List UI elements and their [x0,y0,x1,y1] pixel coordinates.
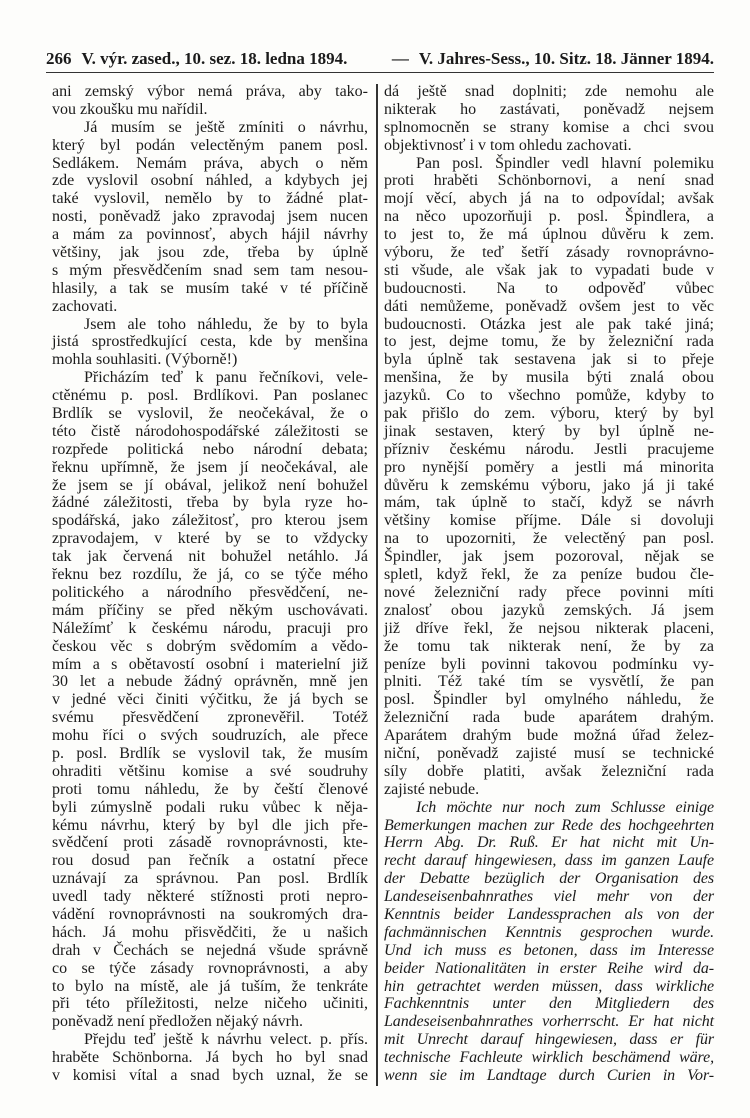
text-line: nikterak ho zastávati, poněvadž nejsem [384,100,714,118]
text-line: ani zemský výbor nemá práva, aby tako- [52,83,368,100]
text-line: technische Fachleute wirklich beschämend wäre, [384,1049,714,1067]
text-line: důvěru k zemskému výboru, jako já ji také [384,476,714,494]
text-line: wenn sie im Landtage durch Curien in Vor- [384,1066,714,1084]
text-line: peníze byli povinni takovou podmínku vy- [384,655,714,673]
text-line: poněvadž není předložen nějaký návrh. [52,1013,304,1031]
text-line: mohla souhlasiti. (Výborně!) [52,351,238,369]
text-line: Přejdu teď ještě k návrhu velect. p. přís. [84,1031,368,1049]
text-line: mím a s obětavostí osobní i materielní již [52,655,368,673]
text-line: Aparátem drahým bude možná úřad želez- [384,727,714,745]
text-line: dáti nemůžeme, poněvadž ovšem jest to věc [384,297,714,315]
left-text-column [52,83,368,1085]
text-line: v jedné věci činiti výčitku, že já bych se [52,691,368,709]
text-line: v komisi vítal a snad bych uznal, že se [52,1066,368,1084]
text-line: dá ještě snad doplniti; zde nemohu ale [384,83,714,100]
text-line: zachovati. [52,297,118,315]
text-line: Špindler, jak jsem pozoroval, nějak se [384,548,714,566]
text-line: zajisté nebude. [384,780,480,798]
text-line: Kenntnis beider Landessprachen als von der [384,905,714,923]
text-line: zde vyslovil osobní náhled, a kdybych jej [52,172,368,190]
text-line: ctěnému p. posl. Brdlíkovi. Pan poslanec [52,387,368,405]
text-line: hraběte Schönborna. Já bych ho byl snad [52,1049,368,1067]
text-line: svědčení proti zásadě rovnoprávnosti, kte- [52,834,368,852]
text-line: a mám za povinnosť, abych hájil návrhy [52,226,368,244]
text-line: jistá sprostředkující cesta, kde by menšina [52,333,368,351]
text-line: Přicházím teď k panu řečníkovi, vele- [84,369,368,387]
text-line: jazyků. Co to všechno pomůže, kdyby to [384,387,714,405]
right-text-column [384,83,714,1085]
text-line: že jsem se jí obával, jelikož není bohužel [52,476,368,494]
text-line: Náležímť k českému národu, pracuji pro [52,619,368,637]
text-line: posl. Špindler byl omylného náhledu, že [384,691,714,709]
text-line: Landeseisenbahnrathes viel mehr von der [384,888,714,906]
paragraph [52,83,368,119]
text-line: vou zkoušku mu nařídil. [52,100,208,118]
text-line: proti tomu náhledu, že by čeští členové [52,780,368,798]
text-line: mám příčiny se před někým uschovávati. [52,601,368,619]
text-line: řeknu bez rozdílu, že já, co se týče mého [52,566,368,584]
text-line: objektivnosť i v tom ohledu zachovati. [384,136,632,154]
column-divider [376,84,378,1086]
paragraph [52,369,368,1031]
text-line: výboru, že teď šetří zásady rovnoprávno- [384,244,714,262]
text-line: mojí věcí, abych já na to odpovídal; avšak [384,190,714,208]
text-line: mit Unrecht darauf hingewiesen, dass er für [384,1031,714,1049]
text-line: pro nynější poměry a jestli má minorita [384,458,714,476]
text-line: rou dosud pan řečník a ostatní přece [52,852,368,870]
text-line: p. posl. Brdlík se vyslovil tak, že musím [52,744,368,762]
text-line: co se týče zásady rovnoprávnosti, a aby [52,959,368,977]
text-line: hin getrachtet werden müssen, dass wirkliche [384,977,714,995]
text-line: většiny, jak jsou zde, třeba by úplně [52,244,368,262]
text-line: sti všude, ale však jak to vypadati bude v [384,261,714,279]
text-line: při této příležitosti, nelze ničeho učiniti, [52,995,368,1013]
text-line: beider Nationalitäten in erster Reihe wird da- [384,959,714,977]
header-rule [46,72,714,73]
text-line: hlasily, a tak se musím také v té příčině [52,279,368,297]
text-line: také vyslovil, nemělo by to žádné plat- [52,190,368,208]
text-line: že tomu tak nikterak není, že by za [384,637,714,655]
text-line: Já musím se ještě zmíniti o návrhu, [84,118,368,136]
paragraph [52,1031,368,1085]
text-line: Ich möchte nur noch zum Schlusse einige [416,798,714,816]
text-line: to jest to, že má úplnou důvěru k zem. [384,226,714,244]
text-line: Fachkenntnis unter den Mitgliedern des [384,995,714,1013]
text-line: řeknu upřímně, že jsem jí neočekával, ale [52,458,368,476]
text-line: drah v Čechách se nejedná všude správně [52,941,368,959]
text-line: svému přesvědčení zpronevěřil. Totéž [52,709,368,727]
text-line: mám, tak úplně to stačí, když se návrh [384,494,714,512]
text-line: již dříve řekl, že nejsou nikterak placeni, [384,619,714,637]
text-line: budoucnosti. Otázka jest ale pak také jiná; [384,315,714,333]
text-line: s mým přesvědčením snad sem tam nesou- [52,261,368,279]
text-line: budoucnosti. Na to odpověď vůbec [384,279,714,297]
text-line: uvedl tady některé stížnosti proti nepro- [52,888,368,906]
text-line: to jest, dejme tomu, že by železniční rada [384,333,714,351]
page-number: 266 [46,49,72,68]
czech-session-label: V. výr. zased., 10. sez. 18. ledna 1894. [81,49,348,68]
paragraph [384,155,714,799]
paragraph [52,119,368,316]
text-line: který byl podán velectěným panem posl. [52,136,368,154]
paragraph [384,83,714,155]
text-line: mohu říci o svých soudruzích, ale přece [52,727,368,745]
running-header [46,49,714,73]
text-line: menšina, že by musila býti znalá obou [384,369,714,387]
text-line: byla úplně tak sestavena jak si to přeje [384,351,714,369]
text-line: Pan posl. Špindler vedl hlavní polemiku [416,154,714,172]
text-line: proti hraběti Schönbornovi, a není snad [384,172,714,190]
text-line: spletl, když řekl, že za peníze budou čle- [384,566,714,584]
text-line: fachmännischen Kenntnis gesprochen wurde. [384,923,714,941]
text-line: spodářská, jako záležitosť, pro kterou jsem [52,512,368,530]
text-line: plniti. Též také tím se vysvětlí, že pan [384,673,714,691]
text-line: Bemerkungen machen zur Rede des hochgeehrten [384,816,714,834]
text-line: Herrn Abg. Dr. Ruß. Er hat nicht mit Un- [384,834,714,852]
german-session-label: V. Jahres-Sess., 10. Sitz. 18. Jänner 1894. [418,49,714,68]
text-line: této čistě národohospodářské záležitosti se [52,422,368,440]
text-line: jinak sestaven, který by byl úplně ne- [384,422,714,440]
text-line: ohraditi většinu komise a své soudruhy [52,762,368,780]
text-line: přízniv českému národu. Jestli pracujeme [384,440,714,458]
text-line: Jsem ale toho náhledu, že by to byla [84,315,368,333]
text-line: Landeseisenbahnrathes vorherrscht. Er hat nicht [384,1013,714,1031]
text-line: uznávají za správnou. Pan posl. Brdlík [52,870,368,888]
text-line: znalosť obou jazyků zemských. Já jsem [384,601,714,619]
text-line: tak jak červená nit bohužel netáhlo. Já [52,548,368,566]
text-line: většiny komise příjme. Dále si dovoluji [384,512,714,530]
text-line: politického a národního přesvědčení, ne- [52,583,368,601]
text-line: hách. Já mohu přisvědčiti, že u našich [52,923,368,941]
text-line: der Debatte bezüglich der Organisation des [384,870,714,888]
text-line: rozpřede politická nebo národní debata; [52,440,368,458]
text-line: to bylo na místě, ale já tuším, že tenkráte [52,977,368,995]
text-line: zpravodajem, v které by se to vždycky [52,530,368,548]
text-line: niční, poněvadž zajisté musí se technické [384,744,714,762]
text-line: Sedlákem. Nemám práva, abych o něm [52,154,368,172]
text-line: železniční rada bude aparátem drahým. [384,709,714,727]
text-line: Brdlík se vyslovil, že neočekával, že o [52,405,368,423]
paragraph [52,316,368,370]
paragraph [384,799,714,1085]
text-line: Und ich muss es betonen, dass im Interesse [384,941,714,959]
text-line: 30 let a nebude žádný oprávněn, mně jen [52,673,368,691]
text-line: kému návrhu, který by byl dle jich pře- [52,816,368,834]
text-line: nosti, poněvadž jako zpravodaj jsem nucen [52,208,368,226]
text-line: byli zúmyslně podali ruku vůbec k něja- [52,798,368,816]
text-line: splnomocněn se strany komise a chci svou [384,118,714,136]
text-line: recht darauf hingewiesen, dass im ganzen Laufe [384,852,714,870]
text-line: vádění rovnoprávnosti na soukromých dra- [52,905,368,923]
text-line: na něco upozorňuji p. posl. Špindlera, a [384,208,714,226]
text-line: nové železniční rady přece povinni míti [384,583,714,601]
text-line: českou věc s dobrým svědomím a vědo- [52,637,368,655]
header-separator: — [391,49,409,68]
text-line: na to upozorniti, že velectěný pan posl. [384,530,714,548]
text-line: žádné záležitosti, třeba by byla ryze ho- [52,494,368,512]
text-line: pak přišlo do zem. výboru, který by byl [384,405,714,423]
text-line: síly dobře platiti, avšak železniční rada [384,762,714,780]
